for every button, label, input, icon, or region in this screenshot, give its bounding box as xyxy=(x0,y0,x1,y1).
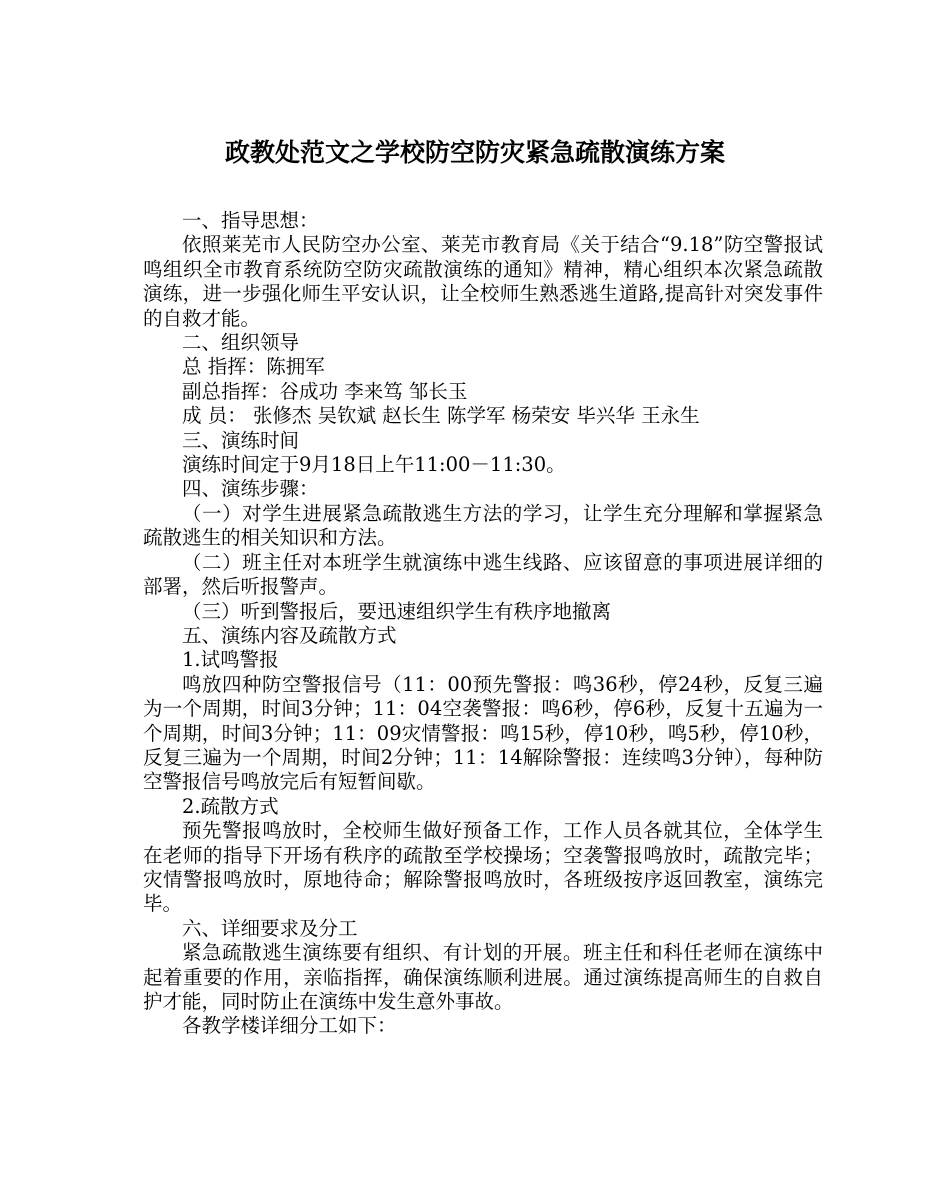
heading-requirements: 六、详细要求及分工 xyxy=(182,916,358,940)
paragraph-requirements: 紧急疏散逃生演练要有组织、有计划的开展。班主任和科任老师在演练中起着重要的作用，亲临指挥，确保演练顺利进展。通过演练提高师生的自救自护才能，同时防止在演练中发生意外事故。 xyxy=(143,941,823,1013)
subheading-alarm-test: 1.试鸣警报 xyxy=(182,648,279,672)
paragraph-step-2: （二）班主任对本班学生就演练中逃生线路、应该留意的事项进展详细的部署，然后听报警声。 xyxy=(143,550,823,599)
paragraph-guiding-ideology: 依照莱芜市人民防空办公室、莱芜市教育局《关于结合“9.18”防空警报试鸣组织全市教育系统防空防灾疏散演练的通知》精神，精心组织本次紧急疏散演练，进一步强化师生平安认识，让全校师生熟悉逃生道路,提高针对突发事件的自救才能。 xyxy=(143,233,823,330)
paragraph-evacuation-method: 预先警报鸣放时，全校师生做好预备工作，工作人员各就其位，全体学生在老师的指导下开场有秩序的疏散至学校操场；空袭警报鸣放时，疏散完毕；灾情警报鸣放时，原地待命；解除警报鸣放时，各班级按序返回教室，演练完毕。 xyxy=(143,819,823,916)
line-commander: 总 指挥：陈拥军 xyxy=(182,355,325,379)
line-members: 成 员： 张修杰 吴钦斌 赵长生 陈学军 杨荣安 毕兴华 王永生 xyxy=(182,404,700,428)
paragraph-alarm-signals: 鸣放四种防空警报信号（11：00预先警报：鸣36秒，停24秒，反复三遍为一个周期，时间3分钟；11：04空袭警报：鸣6秒，停6秒，反复十五遍为一个周期，时间3分钟；11：09灾情警报：鸣15秒，停10秒，鸣5秒，停10秒，反复三遍为一个周期，时间2分钟；11：14解除警报：连续鸣3分钟），每种防空警报信号鸣放完后有短暂间歇。 xyxy=(143,672,823,794)
document-body xyxy=(143,209,823,1039)
heading-organization: 二、组织领导 xyxy=(182,331,300,355)
document-title: 政教处范文之学校防空防灾紧急疏散演练方案 xyxy=(224,138,725,167)
line-deputy-commanders: 副总指挥：谷成功 李来笃 邹长玉 xyxy=(182,379,468,403)
paragraph-drill-time: 演练时间定于9月18日上午11:00－11:30。 xyxy=(182,453,566,477)
paragraph-step-3: （三）听到警报后，要迅速组织学生有秩序地撤离 xyxy=(182,599,612,623)
subheading-evacuation-method: 2.疏散方式 xyxy=(182,794,279,818)
heading-drill-content: 五、演练内容及疏散方式 xyxy=(182,623,397,647)
heading-guiding-ideology: 一、指导思想： xyxy=(182,209,319,232)
paragraph-building-assignments: 各教学楼详细分工如下： xyxy=(182,1014,397,1038)
paragraph-step-1: （一）对学生进展紧急疏散逃生方法的学习，让学生充分理解和掌握紧急疏散逃生的相关知识和方法。 xyxy=(143,501,823,550)
heading-drill-steps: 四、演练步骤： xyxy=(182,477,319,501)
heading-drill-time: 三、演练时间 xyxy=(182,428,300,452)
